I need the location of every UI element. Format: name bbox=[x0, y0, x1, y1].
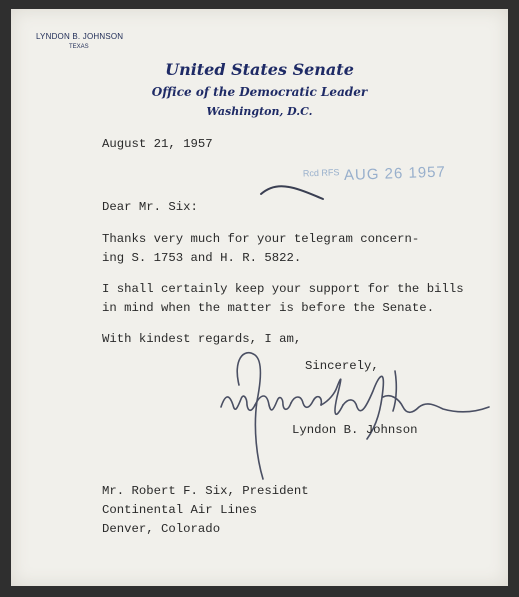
letterhead-location: Washington, D.C. bbox=[206, 105, 313, 118]
recipient-line2: Continental Air Lines bbox=[102, 503, 257, 517]
letterhead-office: Office of the Democratic Leader bbox=[151, 85, 368, 99]
letterhead-title: United States Senate bbox=[165, 60, 354, 79]
stamp-date: AUG 26 1957 bbox=[343, 163, 447, 185]
recipient-line1: Mr. Robert F. Six, President bbox=[102, 484, 309, 498]
signature-name: Lyndon B. Johnson bbox=[292, 423, 418, 437]
stamp-prefix: Rcd RFS bbox=[302, 167, 340, 179]
body-para1-line2: ing S. 1753 and H. R. 5822. bbox=[102, 251, 302, 265]
closing: Sincerely, bbox=[305, 359, 379, 373]
body-para2-line1: I shall certainly keep your support for the bills bbox=[102, 282, 464, 296]
body-para3: With kindest regards, I am, bbox=[102, 332, 302, 346]
letter-date: August 21, 1957 bbox=[102, 137, 213, 151]
body-para1-line1: Thanks very much for your telegram concern- bbox=[102, 232, 420, 246]
recipient-line3: Denver, Colorado bbox=[102, 522, 221, 536]
body-para2-line2: in mind when the matter is before the Senate. bbox=[102, 301, 435, 315]
sender-state: TEXAS bbox=[69, 44, 89, 50]
salutation: Dear Mr. Six: bbox=[102, 200, 198, 214]
letter-page bbox=[11, 9, 508, 586]
sender-name: LYNDON B. JOHNSON bbox=[36, 32, 124, 41]
